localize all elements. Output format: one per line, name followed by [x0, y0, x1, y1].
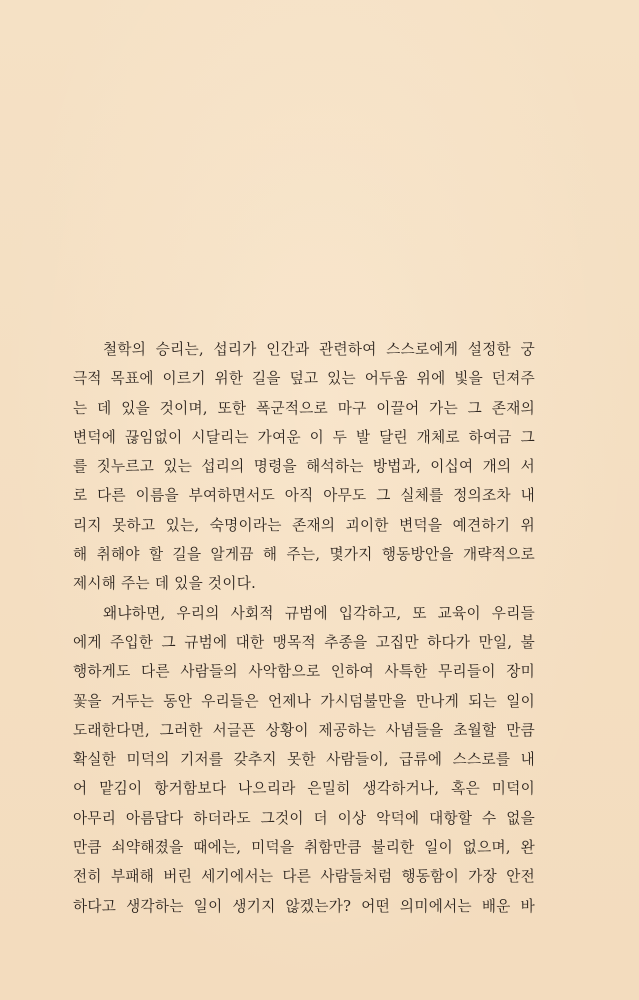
text-line: 철학의 승리는, 섭리가 인간과 관련하여 스스로에게 설정한 궁 [103, 341, 535, 358]
text-line: 확실한 미덕의 기저를 갖추지 못한 사람들이, 급류에 스스로를 내 [73, 751, 535, 769]
text-line: 전히 부패해 버린 세기에서는 다른 사람들처럼 행동함이 가장 안전 [73, 868, 535, 886]
body-text [73, 335, 535, 921]
paragraph-2 [73, 599, 535, 921]
text-line: 아무리 아름답다 하더라도 그것이 더 이상 악덕에 대항할 수 없을 [73, 809, 535, 827]
text-line: 변덕에 끊임없이 시달리는 가여운 이 두 발 달린 개체로 하여금 그 [73, 428, 535, 446]
text-line: 하다고 생각하는 일이 생기지 않겠는가? 어떤 의미에서는 배운 바 [73, 897, 535, 915]
text-line: 꽃을 거두는 동안 우리들은 언제나 가시덤불만을 만나게 되는 일이 [73, 692, 535, 710]
text-line: 해 취해야 할 길을 알게끔 해 주는, 몇가지 행동방안을 개략적으로 [73, 546, 535, 564]
text-line: 왜냐하면, 우리의 사회적 규범에 입각하고, 또 교육이 우리들 [103, 604, 535, 622]
text-line: 에게 주입한 그 규범에 대한 맹목적 추종을 고집만 하다가 만일, 불 [73, 633, 535, 651]
text-line: 도래한다면, 그러한 서글픈 상황이 제공하는 사념들을 초월할 만큼 [73, 721, 535, 739]
text-line: 어 맡김이 항거함보다 나으리라 은밀히 생각하거나, 혹은 미덕이 [73, 780, 535, 798]
text-line: 행하게도 다른 사람들의 사악함으로 인하여 사특한 무리들이 장미 [73, 663, 535, 681]
text-line: 리지 못하고 있는, 숙명이라는 존재의 괴이한 변덕을 예견하기 위 [73, 516, 535, 534]
text-line: 제시해 주는 데 있을 것이다. [73, 575, 257, 593]
text-line: 로 다른 이름을 부여하면서도 아직 아무도 그 실체를 정의조차 내 [73, 487, 535, 505]
text-line: 만큼 쇠약해졌을 때에는, 미덕을 취함만큼 불리한 일이 없으며, 완 [73, 839, 535, 857]
text-line: 를 짓누르고 있는 섭리의 명령을 해석하는 방법과, 이십여 개의 서 [73, 458, 535, 476]
paragraph-1 [73, 335, 535, 599]
text-line: 는 데 있을 것이며, 또한 폭군적으로 마구 이끌어 가는 그 존재의 [73, 399, 535, 417]
text-line: 극적 목표에 이르기 위한 길을 덮고 있는 어두움 위에 빛을 던져주 [73, 370, 535, 388]
